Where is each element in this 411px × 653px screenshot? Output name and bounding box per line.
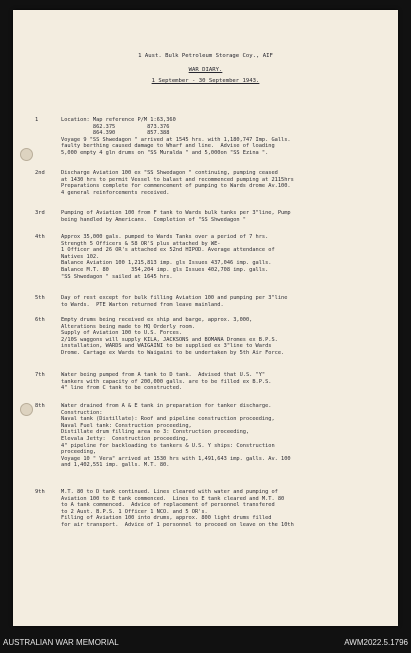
- entry-day: 6th: [35, 317, 45, 323]
- entry-line: Voyage 9 "SS Shwedagon " arrived at 1545 hrs. with 1,180,747 Imp. Galls.: [61, 136, 291, 143]
- entry-line: Empty drums being received ex ship and barge, approx. 3,000,: [61, 317, 253, 323]
- entry-line: Balance M.T. 80 354,204 imp. gls Issues 402,708 imp. galls.: [61, 267, 269, 273]
- entry-line: Natives 102.: [61, 253, 100, 260]
- entry-line: for air transport. Advice of 1 personnel to proceed on leave on the 10th: [61, 522, 294, 528]
- entry-line: to 2 Aust. B.P.S. 1 Officer 1 NCO. and 5 OR's.: [61, 508, 208, 515]
- entry-day: 9th: [35, 489, 45, 495]
- entry-line: Naval tank (Distillate): Roof and pipeline construction proceeding,: [61, 416, 275, 423]
- unit-heading: 1 Aust. Bulk Petroleum Storage Coy., AIF: [138, 53, 273, 59]
- entry-line: 864.390 857.388: [61, 130, 170, 137]
- entry-line: Voyage 10 " Vera" arrived at 1530 hrs with 1,491,643 imp. galls. Av. 100: [61, 455, 291, 462]
- entry-line: Supply of Aviation 100 to U.S. Forces.: [61, 330, 183, 337]
- entry-line: 5,000 empty 4 gln drums on "SS Muralda " and 5,000on "SS Ezina ".: [61, 150, 269, 156]
- entry-line: Naval Fuel tank: Construction proceeding,: [61, 422, 192, 429]
- entry-line: installation, WARDS and WAIGAINI to be supplied ex 3"line to Wards: [61, 343, 272, 350]
- entry-line: 4" line from C tank to be constructed.: [61, 385, 183, 392]
- institution-label: AUSTRALIAN WAR MEMORIAL: [3, 638, 119, 647]
- diary-page: [13, 10, 398, 626]
- diary-period: 1 September - 30 September 1943.: [151, 78, 260, 84]
- entry-line: Distillate drum filling area no 3: Construction proceeding,: [61, 429, 250, 436]
- entry-line: Alterations being made to HQ Orderly room.: [61, 323, 195, 330]
- reference-number: AWM2022.5.1796: [344, 638, 408, 647]
- punch-hole: [20, 403, 33, 416]
- entry-line: Location: Map reference P/M 1:63,360: [61, 117, 176, 123]
- entry-day: 4th: [35, 234, 45, 240]
- entry-line: 4 general reinforcements received.: [61, 189, 170, 196]
- entry-line: Balance Aviation 100 1,215,813 imp. gls Issues 437,046 imp. galls.: [61, 260, 272, 267]
- entry-line: to Wards. PTE Warton returned from leave mainland.: [61, 301, 224, 308]
- entry-line: Aviation 100 to E tank commenced. Lines to E tank cleared and M.T. 80: [61, 495, 285, 502]
- entry-line: faulty berthing caused damage to Wharf and line. Advise of loading: [61, 143, 275, 150]
- punch-hole: [20, 148, 33, 161]
- document-title: WAR DIARY.: [188, 67, 223, 73]
- entry-line: at 1430 hrs to permit Vessel to balast and recommenced pumping at 2115hrs: [61, 176, 294, 183]
- entry-day: 3rd: [35, 210, 45, 216]
- entry-line: Discharge Aviation 100 ex "SS Shwedagon " continuing, pumping ceased: [61, 170, 278, 176]
- entry-line: being handled by Americans. Completion of "SS Shwedagon ": [61, 216, 246, 223]
- entry-line: Pumping of Aviation 100 from F tank to Wards bulk tanks per 3"line, Pump: [61, 210, 291, 216]
- entry-line: and 1,402,551 imp. galls. M.T. 80.: [61, 462, 170, 469]
- entry-day: 5th: [35, 295, 45, 301]
- entry-day: 2nd: [35, 170, 45, 176]
- entry-day: 7th: [35, 372, 45, 378]
- entry-line: Preparations complete for commencement of pumping to Wards drome Av.100.: [61, 183, 291, 190]
- entry-line: 862.375 873.376: [61, 123, 170, 130]
- entry-line: M.T. 80 to D tank continued. Lines cleared with water and pumping of: [61, 489, 278, 495]
- entry-line: "SS Shwedagon " sailed at 1645 hrs.: [61, 273, 173, 280]
- entry-line: tankers with capacity of 200,000 galls. are to be filled ex B.P.S.: [61, 378, 272, 385]
- entry-line: Approx 35,000 gals. pumped to Wards Tanks over a period of 7 hrs.: [61, 234, 269, 240]
- entry-line: 1 Officer and 26 OR's attached ex 52nd HIPOD. Average attendance of: [61, 247, 275, 254]
- archive-footer: [0, 630, 411, 653]
- entry-line: Day of rest except for bulk filling Aviation 100 and pumping per 3"line: [61, 295, 288, 301]
- entry-line: Water drained from A & E tank in preparation for tanker discharge.: [61, 403, 272, 409]
- entry-day: 1: [35, 117, 39, 123]
- entry-line: Drome. Cartage ex Wards to Waigaini to be undertaken by 5th Air Force.: [61, 350, 285, 356]
- entry-line: 4" pipeline for backloading to tankers & U.S. Y ships: Construction: [61, 442, 275, 449]
- entry-line: to A tank commenced. Advice of replacement of personnel transfered: [61, 502, 275, 509]
- entry-line: Elevala Jetty: Construction proceeding,: [61, 436, 189, 442]
- entry-day: 8th: [35, 403, 45, 409]
- entry-line: Strength 5 Officers & 58 OR'S plus attached by WE-: [61, 240, 221, 247]
- entry-line: Water being pumped from A tank to D tank. Advised that U.S. "Y": [61, 372, 266, 378]
- entry-line: proceeding,: [61, 449, 97, 456]
- entry-line: Filling of Aviation 100 into drums, approx. 800 light drums filled: [61, 515, 272, 522]
- entry-line: Construction:: [61, 409, 103, 416]
- entry-line: 2/10S waggons will supply KILA, JACKSONS and BOMANA Dromes ex B.P.S.: [61, 336, 278, 343]
